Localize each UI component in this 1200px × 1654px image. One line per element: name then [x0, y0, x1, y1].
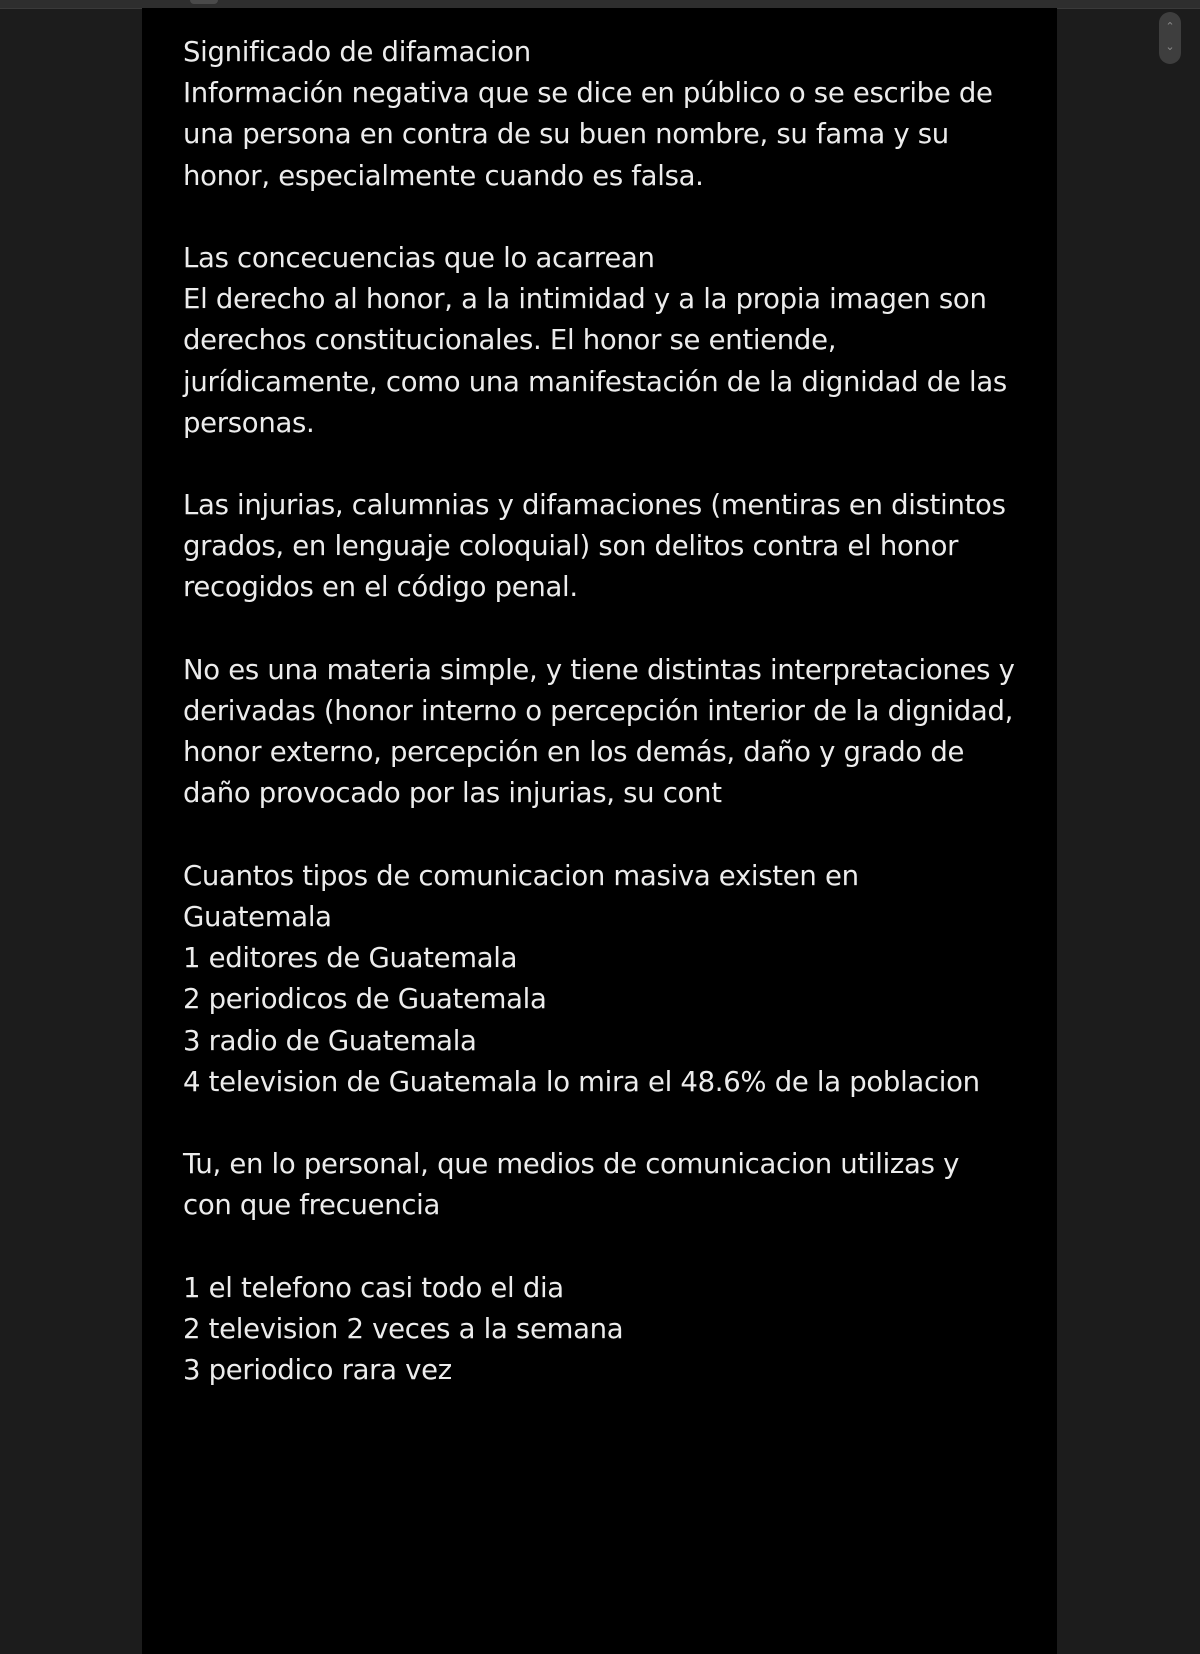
- text-line: una persona en contra de su buen nombre, su fama y su: [183, 118, 949, 151]
- text-line: No es una materia simple, y tiene distintas interpretaciones y: [183, 653, 1015, 686]
- text-line: recogidos en el código penal.: [183, 571, 578, 604]
- chevron-down-icon[interactable]: ⌄: [1165, 40, 1175, 53]
- text-line: 3 periodico rara vez: [183, 1354, 452, 1386]
- blank-line: [183, 609, 1023, 650]
- text-line: 1 el telefono casi todo el dia: [183, 1271, 564, 1304]
- blank-line: [183, 444, 1023, 485]
- text-line: Las concecuencias que lo acarrean: [183, 241, 655, 274]
- blank-line: [183, 1103, 1023, 1144]
- text-line: Información negativa que se dice en público o se escribe de: [183, 77, 993, 110]
- text-line: daño provocado por las injurias, su cont: [183, 777, 722, 810]
- text-line: honor, especialmente cuando es falsa.: [183, 159, 704, 192]
- text-line: grados, en lenguaje coloquial) son delitos contra el honor: [183, 530, 959, 563]
- text-line: Guatemala: [183, 900, 332, 933]
- text-line: Las injurias, calumnias y difamaciones (mentiras en distintos: [183, 489, 1006, 522]
- text-line: Significado de difamacion: [183, 36, 531, 68]
- text-line: derivadas (honor interno o percepción interior de la dignidad,: [183, 695, 1014, 727]
- chevron-up-icon[interactable]: ⌃: [1165, 20, 1175, 33]
- document-text[interactable]: [183, 32, 1023, 1391]
- text-line: El derecho al honor, a la intimidad y a la propia imagen son: [183, 283, 987, 316]
- text-line: derechos constitucionales. El honor se entiende,: [183, 324, 837, 357]
- text-line: 1 editores de Guatemala: [183, 942, 518, 975]
- scrollbar-thumb[interactable]: [1159, 12, 1181, 64]
- text-line: con que frecuencia: [183, 1189, 441, 1222]
- text-line: honor externo, percepción en los demás, daño y grado de: [183, 736, 965, 769]
- top-handle: [190, 0, 218, 4]
- text-line: 3 radio de Guatemala: [183, 1024, 477, 1057]
- text-line: Cuantos tipos de comunicacion masiva existen en: [183, 859, 859, 892]
- text-line: Tu, en lo personal, que medios de comunicacion utilizas y: [183, 1148, 960, 1181]
- text-line: 4 television de Guatemala lo mira el 48.6% de la poblacion: [183, 1065, 980, 1098]
- text-line: personas.: [183, 406, 315, 439]
- text-line: 2 television 2 veces a la semana: [183, 1312, 624, 1345]
- document-page[interactable]: [142, 8, 1057, 1654]
- text-line: jurídicamente, como una manifestación de la dignidad de las: [183, 365, 1007, 398]
- text-line: 2 periodicos de Guatemala: [183, 983, 547, 1016]
- blank-line: [183, 197, 1023, 238]
- blank-line: [183, 1226, 1023, 1267]
- blank-line: [183, 815, 1023, 856]
